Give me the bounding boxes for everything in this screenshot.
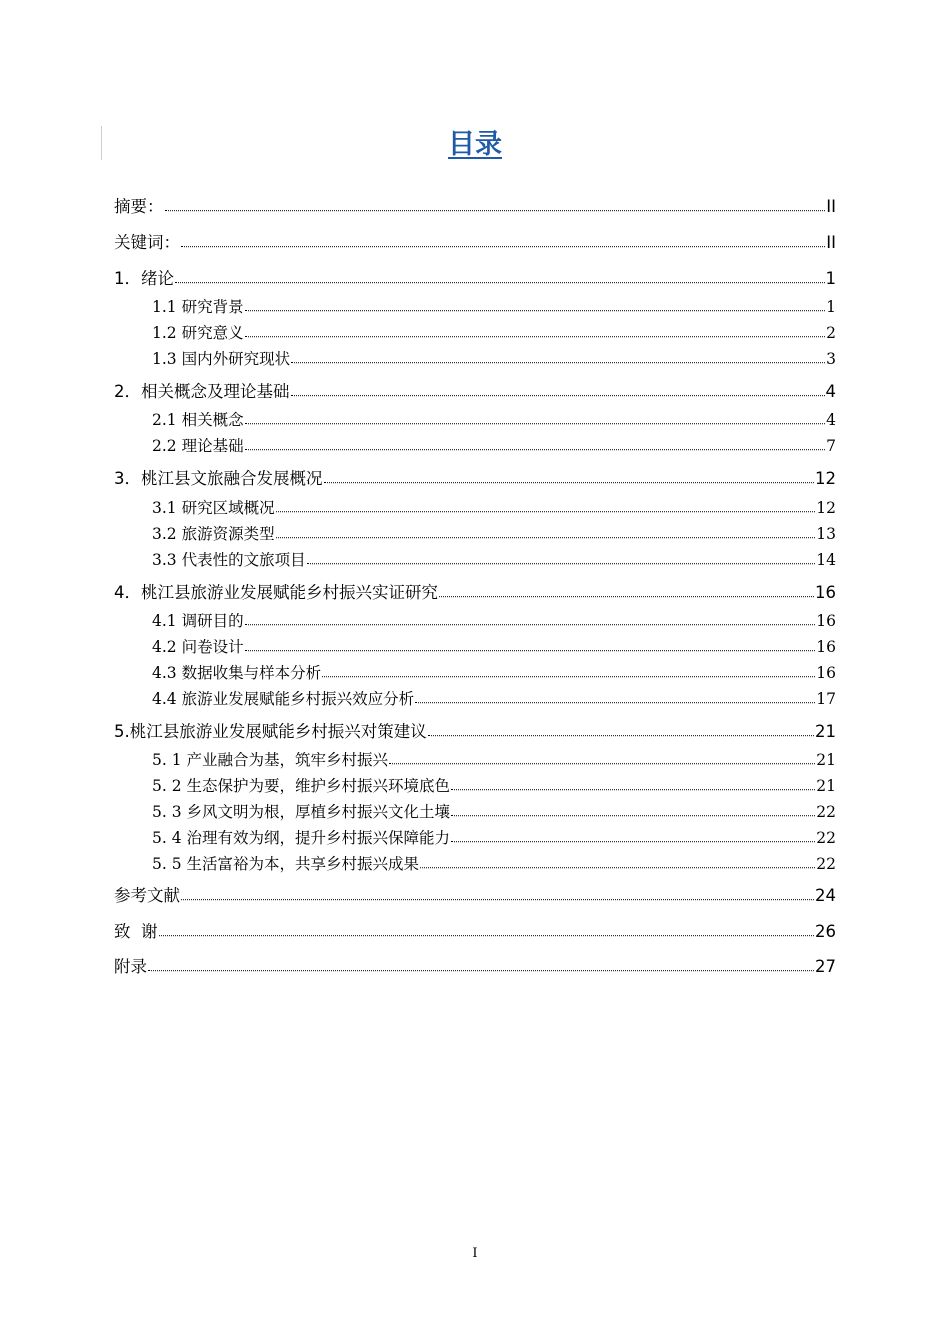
toc-entry-label: 5. 3 乡风文明为根，厚植乡村振兴文化土壤: [152, 803, 451, 821]
toc-title: 目录: [448, 129, 502, 160]
toc-entry-4-4[interactable]: [152, 687, 836, 709]
dot-leader: [428, 732, 814, 736]
dot-leader: [245, 446, 826, 450]
toc-entry-chapter-2[interactable]: [114, 378, 836, 402]
toc-entry-page: 21: [816, 777, 836, 795]
toc-entry-page: 22: [816, 829, 836, 847]
toc-entry-page: 14: [816, 551, 836, 569]
toc-entry-acknowledgements[interactable]: [114, 918, 836, 942]
dot-leader: [175, 279, 825, 283]
toc-entry-page: 16: [816, 664, 836, 682]
dot-leader: [322, 673, 815, 677]
dot-leader: [439, 593, 814, 597]
toc-entry-label: 4.3 数据收集与样本分析: [152, 664, 322, 682]
toc-entry-keywords[interactable]: [114, 229, 836, 253]
toc-entry-page: 3: [826, 350, 836, 368]
toc-entry-label: 3.3 代表性的文旅项目: [152, 551, 306, 569]
toc-entry-5-5[interactable]: [152, 852, 836, 874]
dot-leader: [165, 207, 826, 211]
toc-entry-label: 5. 1 产业融合为基，筑牢乡村振兴: [152, 751, 389, 769]
dot-leader: [181, 243, 825, 247]
toc-entry-page: II: [826, 233, 836, 252]
toc-entry-page: 12: [816, 499, 836, 517]
toc-entry-4-1[interactable]: [152, 609, 836, 631]
toc-entry-label: 摘要：: [114, 197, 164, 216]
toc-entry-label: 3．桃江县文旅融合发展概况: [114, 469, 323, 488]
dot-leader: [291, 392, 825, 396]
toc-entry-page: 26: [815, 922, 836, 941]
toc-entry-label: 5. 5 生活富裕为本，共享乡村振兴成果: [152, 855, 420, 873]
toc-entry-page: 16: [816, 612, 836, 630]
dot-leader: [451, 838, 815, 842]
toc-entry-1-3[interactable]: [152, 347, 836, 369]
dot-leader: [181, 896, 814, 900]
toc-entry-page: 13: [816, 525, 836, 543]
toc-entry-2-2[interactable]: [152, 434, 836, 456]
toc-entry-page: 1: [825, 269, 836, 288]
toc-entry-page: 24: [815, 886, 836, 905]
toc-entry-page: 22: [816, 855, 836, 873]
toc-entry-chapter-3[interactable]: [114, 465, 836, 489]
toc-entry-chapter-4[interactable]: [114, 579, 836, 603]
toc-entry-chapter-5[interactable]: [114, 718, 836, 742]
toc-entry-page: 4: [825, 382, 836, 401]
toc-entry-label: 2．相关概念及理论基础: [114, 382, 290, 401]
dot-leader: [245, 307, 826, 311]
toc-entry-label: 1．绪论: [114, 269, 174, 288]
dot-leader: [420, 864, 815, 868]
toc-entry-label: 参考文献: [114, 886, 180, 905]
toc-entry-label: 3.2 旅游资源类型: [152, 525, 275, 543]
toc-entry-label: 4.2 问卷设计: [152, 638, 244, 656]
toc-entry-appendix[interactable]: [114, 953, 836, 977]
dot-leader: [245, 333, 826, 337]
toc-entry-page: 12: [815, 469, 836, 488]
toc-entry-3-1[interactable]: [152, 496, 836, 518]
toc-entry-page: 22: [816, 803, 836, 821]
toc-entry-label: 1.2 研究意义: [152, 324, 244, 342]
toc-entry-label: 5.桃江县旅游业发展赋能乡村振兴对策建议: [114, 722, 427, 741]
dot-leader: [245, 621, 816, 625]
toc-entry-3-3[interactable]: [152, 548, 836, 570]
toc-entry-label: 4.4 旅游业发展赋能乡村振兴效应分析: [152, 690, 415, 708]
dot-leader: [159, 932, 815, 936]
dot-leader: [245, 647, 816, 651]
toc-entry-1-2[interactable]: [152, 321, 836, 343]
dot-leader: [291, 359, 825, 363]
toc-entry-5-1[interactable]: [152, 748, 836, 770]
toc-entry-label: 附录: [114, 957, 147, 976]
toc-entry-page: II: [826, 197, 836, 216]
toc-entry-label: 1.1 研究背景: [152, 298, 244, 316]
toc-entry-label: 5. 4 治理有效为纲，提升乡村振兴保障能力: [152, 829, 451, 847]
toc-entry-page: 21: [815, 722, 836, 741]
dot-leader: [324, 479, 815, 483]
toc-entry-page: 7: [826, 437, 836, 455]
dot-leader: [415, 699, 815, 703]
toc-entry-5-4[interactable]: [152, 826, 836, 848]
dot-leader: [148, 967, 814, 971]
toc-entry-4-2[interactable]: [152, 635, 836, 657]
dot-leader: [276, 508, 816, 512]
toc-entry-abstract[interactable]: [114, 193, 836, 217]
dot-leader: [245, 420, 826, 424]
toc-entry-5-2[interactable]: [152, 774, 836, 796]
toc-entry-page: 16: [816, 638, 836, 656]
dot-leader: [451, 786, 815, 790]
page-number: I: [472, 1246, 478, 1261]
toc-entry-4-3[interactable]: [152, 661, 836, 683]
toc-entry-page: 4: [826, 411, 836, 429]
toc-entry-page: 21: [816, 751, 836, 769]
toc-entry-label: 2.1 相关概念: [152, 411, 244, 429]
toc-entry-label: 3.1 研究区域概况: [152, 499, 275, 517]
dot-leader: [389, 760, 815, 764]
toc-entry-label: 1.3 国内外研究现状: [152, 350, 291, 368]
toc-entry-5-3[interactable]: [152, 800, 836, 822]
toc-entry-references[interactable]: [114, 882, 836, 906]
toc-entry-page: 27: [815, 957, 836, 976]
toc-entry-page: 1: [826, 298, 836, 316]
toc-entry-label: 4.1 调研目的: [152, 612, 244, 630]
toc-entry-label: 2.2 理论基础: [152, 437, 244, 455]
toc-entry-chapter-1[interactable]: [114, 265, 836, 289]
toc-entry-2-1[interactable]: [152, 408, 836, 430]
dot-leader: [276, 534, 816, 538]
toc-entry-3-2[interactable]: [152, 522, 836, 544]
toc-entry-label: 关键词：: [114, 233, 180, 252]
dot-leader: [307, 560, 816, 564]
toc-entry-1-1[interactable]: [152, 295, 836, 317]
toc-entry-label: 5. 2 生态保护为要，维护乡村振兴环境底色: [152, 777, 451, 795]
dot-leader: [451, 812, 815, 816]
toc-entry-label: 4．桃江县旅游业发展赋能乡村振兴实证研究: [114, 583, 438, 602]
toc-entry-page: 2: [826, 324, 836, 342]
toc-entry-page: 16: [815, 583, 836, 602]
toc-entry-page: 17: [816, 690, 836, 708]
toc-entry-label: 致 谢: [114, 922, 158, 941]
